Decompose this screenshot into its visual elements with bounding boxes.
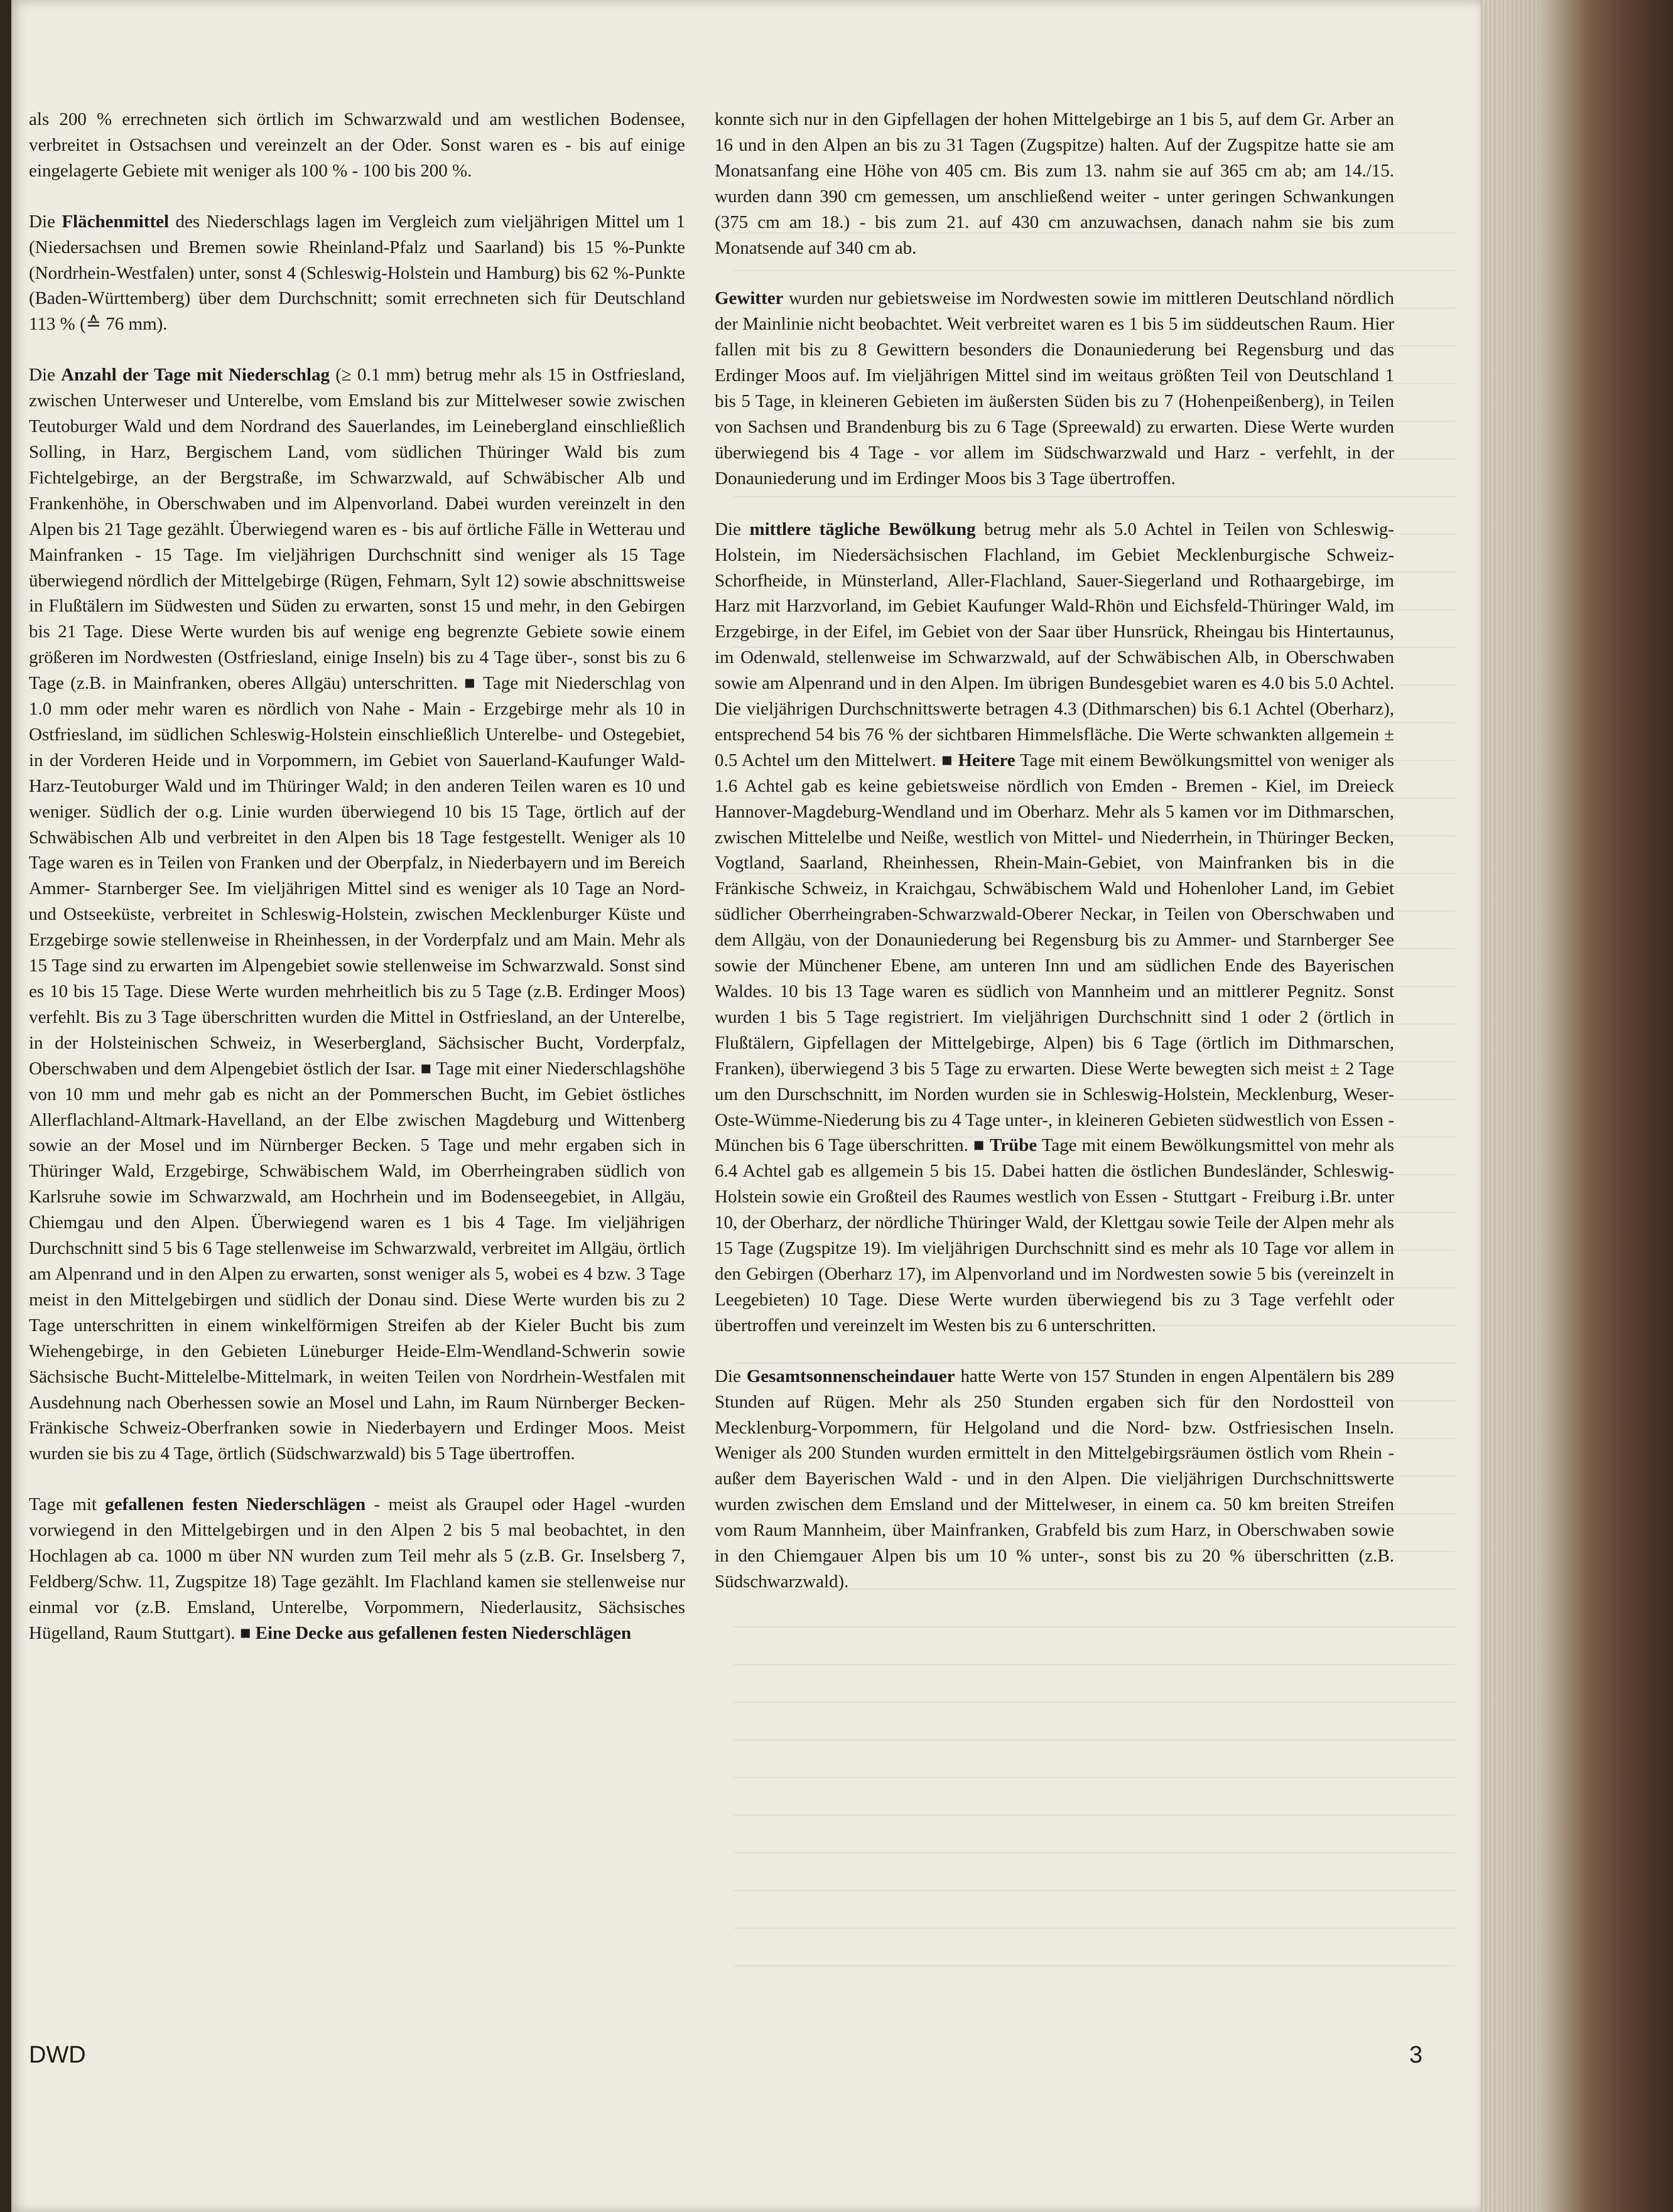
keyword-cloudiness: mittlere tägliche Bewölkung xyxy=(749,519,976,539)
right-column xyxy=(715,107,1394,1620)
keyword-sunshine: Gesamtsonnenscheindauer xyxy=(746,1366,955,1386)
keyword-heitere: Heitere xyxy=(958,750,1015,770)
paragraph-text: - meist als Graupel oder Hagel -wurden vorwiegend in den Mittelgebirgen und in den Alpen 2 bis 5 mal beobachtet, in den Hochlagen ab ca. 1000 m über NN wurden zum Teil mehr als 5 (z.B. Gr. Inselsberg 7, Feldberg/Schw. 11, Zugspitze 18) Tage gezählt. Im Flachland kamen sie stellenweise nur einmal vor (z.B. Emsland, Unterelbe, Vorpommern, Niederlausitz, Sächsisches Hügelland, Raum Stuttgart). ■ xyxy=(29,1494,685,1643)
paragraph-text: Tage mit einem Bewölkungsmittel von weniger als 1.6 Achtel gab es keine gebietsweise nördlich von Emden - Bremen - Kiel, im Dreieck Hannover-Magdeburg-Wendland und im Oberharz. Mehr als 5 kamen vor im Dithmarschen, zwischen Mittelelbe und Neiße, westlich von Mittel- und Niederrhein, in Thüringer Becken, Vogtland, Saarland, Rheinhessen, Rhein-Main-Gebiet, von Mainfranken bis in die Fränkische Schweiz, in Kraichgau, Schwäbischem Wald und Hohenloher Land, im Gebiet südlicher Oberrheingraben-Schwarzwald-Oberer Neckar, in Teilen von Oberschwaben und dem Allgäu, von der Donauniederung bei Regensburg bis zu Ammer- und Starnberger See sowie der Münchener Ebene, am unteren Inn und am südlichen Ende des Bayerischen Waldes. 10 bis 13 Tage waren es südlich von Mannheim und an mittlerer Pegnitz. Sonst wurden 1 bis 5 Tage registriert. Im vieljährigen Durchschnitt sind 1 oder 2 (örtlich in Flußtälern, Gipfellagen der Mittelgebirge, Alpen) bis 6 Tage (örtlich im Dithmarschen, Franken), überwiegend 3 bis 5 Tage zu erwarten. Diese Werte bewegten sich meist ± 2 Tage um den Durschschnitt, im Norden wurden sie in Schleswig-Holstein, Mecklenburg, Weser-Oste-Wümme-Niederung bis zu 4 Tage unter-, in kleineren Gebieten südwestlich von Essen - München bis 6 Tage überschritten. ■ xyxy=(715,750,1394,1156)
paragraph-lead: Die xyxy=(715,1366,747,1386)
paragraph-text: des Niederschlags lagen im Vergleich zum vieljährigen Mittel um 1 (Niedersachsen und Bremen sowie Rheinland-Pfalz und Saarland) bis 15 %-Punkte (Nordrhein-Westfalen) unter, sonst 4 (Schleswig-Holstein und Hamburg) bis 62 %-Punkte (Baden-Württemberg) über dem Durchschnitt; somit errechneten sich für Deutschland 113 % (≙ 76 mm). xyxy=(29,211,685,335)
paragraph-text: wurden nur gebietsweise im Nordwesten sowie im mittleren Deutschland nördlich der Mainlinie nicht beobachtet. Weit verbreitet waren es 1 bis 5 im süddeutschen Raum. Hier fallen mit bis zu 8 Gewittern besonders die Donauniederung bei Regensburg und das Erdinger Moos auf. Im vieljährigen Mittel sind im weitaus größten Teil von Deutschland 1 bis 5 Tage, in kleineren Gebieten im äußersten Süden bis zu 7 (Hohenpeißenberg), in Teilen von Sachsen und Brandenburg bis zu 6 Tage (Spreewald) zu erwarten. Diese Werte wurden überwiegend bis 4 Tage - vor allem im Südschwarzwald und Harz - verfehlt, in der Donauniederung und im Erdinger Moos bis 3 Tage übertroffen. xyxy=(715,288,1394,488)
paragraph-area-mean xyxy=(29,209,685,338)
paragraph-precipitation-days xyxy=(29,362,685,1467)
keyword-truebe: Trübe xyxy=(990,1135,1037,1156)
paragraph-lead: Die xyxy=(715,519,750,539)
keyword-solid-precipitation: gefallenen festen Niederschlägen xyxy=(105,1494,366,1515)
footer-org: DWD xyxy=(29,2042,86,2068)
paragraph-sunshine xyxy=(715,1364,1394,1595)
paragraph-lead: Die xyxy=(29,365,62,386)
keyword-gewitter: Gewitter xyxy=(715,288,784,309)
paragraph-text: hatte Werte von 157 Stunden in engen Alpentälern bis 289 Stunden auf Rügen. Mehr als 250 Stunden ergaben sich für den Nordostteil von Mecklenburg-Vorpommern, für Helgoland und die Nord- bzw. Ostfriesischen Inseln. Weniger als 200 Stunden wurden ermittelt in den Mittelgebirgsräumen östlich vom Rhein - außer dem Bayerischen Wald - und in den Alpen. Die vieljährigen Durchschnittswerte wurden zwischen dem Emsland und der Mittelweser, in einem ca. 50 km breiten Streifen vom Raum Mannheim, über Mainfranken, Grabfeld bis zum Harz, in Oberschwaben sowie in den Chiemgauer Alpen bis um 10 % unter-, sonst bis zu 20 % überschritten (z.B. Südschwarzwald). xyxy=(715,1366,1395,1592)
paragraph-solid-precipitation xyxy=(29,1492,685,1646)
paragraph-lead: Die xyxy=(29,211,62,232)
paragraph-snow-cover-continued xyxy=(715,107,1394,261)
left-column xyxy=(29,107,685,1669)
paragraph-text: Tage mit einem Bewölkungsmittel von mehr als 6.4 Achtel gab es allgemein 5 bis 15. Dabei hatten die östlichen Bundesländer, Schleswig-Holstein sowie ein Großteil des Raumes westlich von Essen - Stuttgart - Freiburg i.Br. unter 10, der Oberharz, der nördliche Thüringer Wald, der Klettgau sowie Teile der Alpen mehr als 15 Tage (Zugspitze 19). Im vieljährigen Durchschnitt sind es mehr als 10 Tage vor allem in den Gebirgen (Oberharz 17), im Alpenvorland und im Nordwesten sowie 5 bis (vereinzelt in Leegebieten) 10 Tage. Diese Werte wurden überwiegend bis zu 3 Tage verfehlt oder übertroffen und vereinzelt im Westen bis zu 6 unterschritten. xyxy=(715,1135,1394,1335)
keyword-flaechenmittel: Flächenmittel xyxy=(62,211,170,232)
paragraph-text: als 200 % errechneten sich örtlich im Schwarzwald und am westlichen Bodensee, verbreitet in Ostsachsen und vereinzelt an der Oder. Sonst waren es - bis auf einige eingelagerte Gebiete mit weniger als 100 % - 100 bis 200 %. xyxy=(29,109,685,181)
page-number: 3 xyxy=(1409,2042,1423,2068)
keyword-snow-cover: Eine Decke aus gefallenen festen Niederschlägen xyxy=(255,1622,632,1643)
paragraph-text: konnte sich nur in den Gipfellagen der hohen Mittelgebirge an 1 bis 5, auf dem Gr. Arber an 16 und in den Alpen an bis zu 31 Tagen (Zugspitze) halten. Auf der Zugspitze hatte sie am Monatsanfang eine Höhe von 405 cm. Bis zum 13. nahm sie auf 365 cm ab; am 14./15. wurden dann 390 cm gemessen, um anschließend weiter - unter geringen Schwankungen (375 cm am 18.) - bis zum 21. auf 430 cm anzuwachsen, danach nahm sie bis zum Monatsende auf 340 cm ab. xyxy=(715,109,1394,258)
paragraph-thunderstorms xyxy=(715,286,1394,491)
paragraph-text: betrug mehr als 5.0 Achtel in Teilen von Schleswig-Holstein, im Niedersächsischen Flachland, im Gebiet Mecklenburgische Schweiz-Schorfheide, in Münsterland, Aller-Flachland, Sauer-Siegerland und Rothaargebirge, im Harz mit Harzvorland, im Gebiet Kaufunger Wald-Rhön und Eichsfeld-Thüringer Wald, im Erzgebirge, in der Eifel, im Gebiet von der Saar über Hunsrück, Rheingau bis Hintertaunus, im Odenwald, stellenweise im Schwarzwald, auf der Schwäbischen Alb, in Oberschwaben sowie am Alpenrand und in den Alpen. Im übrigen Bundesgebiet waren es 4.0 bis 5.0 Achtel. Die vieljährigen Durchschnittswerte betragen 4.3 (Dithmarschen) bis 6.1 Achtel (Oberharz), entsprechend 54 bis 76 % der sichtbaren Himmelsfläche. Die Werte schwankten allgemein ± 0.5 Achtel um den Mittelwert. ■ xyxy=(715,519,1394,770)
paragraph-precipitation-percent xyxy=(29,107,685,184)
keyword-precipitation-days: Anzahl der Tage mit Niederschlag xyxy=(61,365,330,386)
document-page xyxy=(11,0,1481,2212)
paragraph-lead: Tage mit xyxy=(29,1494,106,1515)
paragraph-cloudiness xyxy=(715,517,1394,1339)
paragraph-text: (≥ 0.1 mm) betrug mehr als 15 in Ostfriesland, zwischen Unterweser und Unterelbe, vom Emsland bis zur Mittelweser sowie zwischen Teutoburger Wald und dem Nordrand des Sauerlandes, im Leinebergland einschließlich Solling, in Harz, Bergischem Land, vom südlichen Thüringer Wald bis zum Fichtelgebirge, an der Bergstraße, im Schwarzwald, auf Schwäbischer Alb und Frankenhöhe, in Oberschwaben und im Alpenvorland. Dabei wurden vereinzelt in den Alpen bis 21 Tage gezählt. Überwiegend waren es - bis auf örtliche Fälle in Wetterau und Mainfranken - 15 Tage. Im vieljährigen Durchschnitt sind weniger als 15 Tage überwiegend nördlich der Mittelgebirge (Rügen, Fehmarn, Sylt 12) sowie abschnittsweise in Flußtälern im Südwesten und Süden zu erwarten, sonst 15 und mehr, in den Gebirgen bis 21 Tage. Diese Werte wurden bis auf wenige eng begrenzte Gebiete sowie einem größeren im Nordwesten (Ostfriesland, einige Inseln) bis zu 4 Tage über-, sonst bis zu 6 Tage (z.B. in Mainfranken, oberes Allgäu) unterschritten. ■ Tage mit Niederschlag von 1.0 mm oder mehr waren es nördlich von Nahe - Main - Erzgebirge mehr als 10 in Ostfriesland, im südlichen Schleswig-Holstein einschließlich Unterelbe- und Ostegebiet, in der Vorderen Heide und in Vorpommern, im Gebiet von Sauerland-Kaufunger Wald-Harz-Teutoburger Wald und im Thüringer Wald; in den anderen Teilen waren es 10 und weniger. Südlich der o.g. Linie wurden überwiegend 10 bis 15 Tage, örtlich auf der Schwäbischen Alb und verbreitet in den Alpen bis 18 Tage festgestellt. Weniger als 10 Tage waren es in Teilen von Franken und der Oberpfalz, in Niederbayern und im Bereich Ammer- Starnberger See. Im vieljährigen Mittel sind es weniger als 10 Tage an Nord- und Ostseeküste, verbreitet in Schleswig-Holstein, zwischen Mecklenburger Küste und Erzgebirge sowie stellenweise in Rheinhessen, in der Vorderpfalz und am Main. Mehr als 15 Tage sind zu erwarten im Alpengebiet sowie stellenweise im Schwarzwald. Sonst sind es 10 bis 15 Tage. Diese Werte wurden mehrheitlich bis zu 5 Tage (z.B. Erdinger Moos) verfehlt. Bis zu 3 Tage überschritten wurden die Mittel in Ostfriesland, an der Unterelbe, in der Holsteinischen Schweiz, in Weserbergland, Sächsischer Bucht, Vorderpfalz, Oberschwaben und dem Alpengebiet östlich der Isar. ■ Tage mit einer Niederschlagshöhe von 10 mm und mehr gab es nicht an der Pommerschen Bucht, im Gebiet östliches Allerflachland-Altmark-Havelland, an der Elbe zwischen Magdeburg und Wittenberg sowie an der Mosel und im Nürnberger Becken. 5 Tage und mehr ergaben sich in Thüringer Wald, Erzgebirge, Schwäbischem Wald, im Oberrheingraben südlich von Karlsruhe sowie im Schwarzwald, am Hochrhein und im Bodenseegebiet, in Allgäu, Chiemgau und den Alpen. Überwiegend waren es 1 bis 4 Tage. Im vieljährigen Durchschnitt sind 5 bis 6 Tage stellenweise im Schwarzwald, verbreitet im Allgäu, örtlich am Alpenrand und in den Alpen zu erwarten, sonst weniger als 5, wobei es 4 bzw. 3 Tage meist in den Mittelgebirgen und südlich der Donau sind. Diese Werte wurden bis zu 2 Tage unterschritten in einem winkelförmigen Streifen ab der Kieler Bucht bis zum Wiehengebirge, in den Gebieten Lüneburger Heide-Elm-Wendland-Schwerin sowie Sächsische Bucht-Mittelelbe-Mittelmark, in weiten Teilen von Nordrhein-Westfalen mit Ausdehnung nach Oberhessen sowie an Mosel und Lahn, im Raum Nürnberger Becken-Fränkische Schweiz-Oberfranken sowie in Niederbayern und Erdinger Moos. Meist wurden sie bis zu 4 Tage, örtlich (Südschwarzwald) bis 5 Tage übertroffen. xyxy=(29,365,686,1464)
